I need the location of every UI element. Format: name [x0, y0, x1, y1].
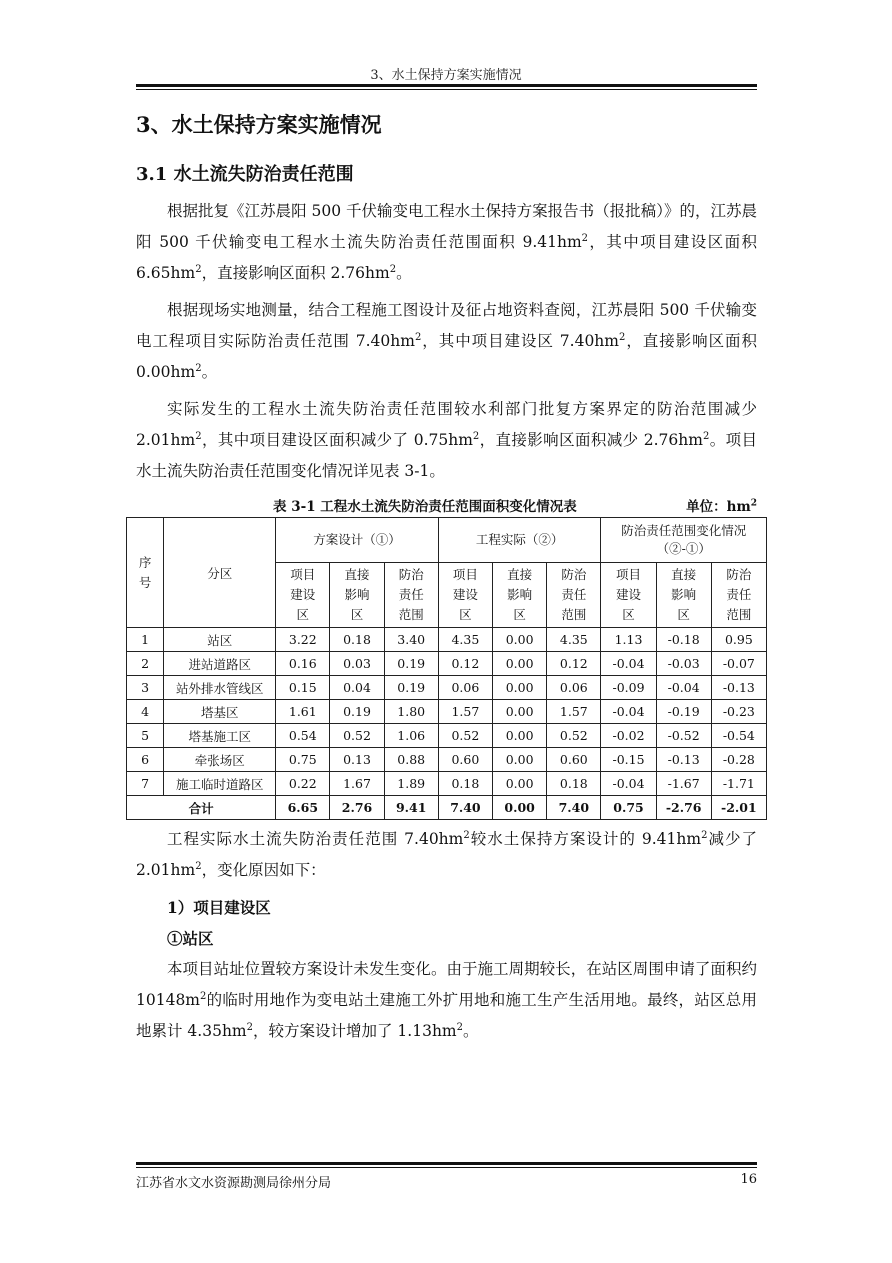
table-cell: 4.35: [438, 628, 492, 652]
table-cell: 4.35: [547, 628, 601, 652]
table-cell: 1.67: [330, 772, 384, 796]
paragraph-4: 工程实际水土流失防治责任范围 $7.40hm^2$较水土保持方案设计的 $9.41hm^2$减少了 $2.01hm^2$，变化原因如下：: [136, 829, 758, 879]
table-cell: -0.52: [656, 724, 711, 748]
row-index: 6: [127, 748, 164, 772]
table-row: [127, 748, 767, 772]
table-cell: -1.67: [656, 772, 711, 796]
sub-col-header: 项目建设区: [601, 563, 656, 628]
footer-rule-thick: [136, 1162, 757, 1165]
page-number: 16: [740, 1172, 757, 1187]
table-cell: 0.06: [438, 676, 492, 700]
row-zone: 塔基施工区: [164, 724, 276, 748]
total-cell: -2.01: [711, 796, 766, 820]
table-cell: 0.18: [330, 628, 384, 652]
table-row: [127, 700, 767, 724]
paragraph-2: 根据现场实地测量，结合工程施工图设计及征占地资料查阅，江苏晨阳 500 千伏输变电工程项目实际防治责任范围 $7.40hm^2$，其中项目建设区 $7.40hm^2$，直接影响区面积 $0.00hm^2$。: [136, 301, 757, 381]
table-row: [127, 724, 767, 748]
row-zone: 牵张场区: [164, 748, 276, 772]
table-cell: 0.18: [547, 772, 601, 796]
table-cell: 0.15: [276, 676, 330, 700]
table-caption-row: [136, 493, 757, 517]
sub-col-header: 项目建设区: [276, 563, 330, 628]
table-cell: -0.04: [601, 772, 656, 796]
table-row: [127, 676, 767, 700]
total-cell: 2.76: [330, 796, 384, 820]
row-zone: 站区: [164, 628, 276, 652]
row-zone: 进站道路区: [164, 652, 276, 676]
table-cell: 0.18: [438, 772, 492, 796]
table-cell: 0.00: [493, 652, 547, 676]
table-cell: -0.15: [601, 748, 656, 772]
table-cell: -0.04: [601, 700, 656, 724]
table-cell: 0.52: [547, 724, 601, 748]
table-cell: 3.40: [384, 628, 438, 652]
table-cell: 1.13: [601, 628, 656, 652]
row-zone: 施工临时道路区: [164, 772, 276, 796]
table-cell: 0.00: [493, 628, 547, 652]
table-cell: -0.13: [656, 748, 711, 772]
subsection-title: 3.1 水土流失防治责任范围: [136, 164, 354, 185]
table-cell: 0.03: [330, 652, 384, 676]
total-cell: 7.40: [547, 796, 601, 820]
section-title: 3、水土保持方案实施情况: [136, 112, 382, 137]
table-cell: 0.19: [384, 652, 438, 676]
row-zone: 站外排水管线区: [164, 676, 276, 700]
table-cell: 0.54: [276, 724, 330, 748]
table-cell: 0.00: [493, 676, 547, 700]
row-index: 3: [127, 676, 164, 700]
paragraph-1: 根据批复《江苏晨阳 500 千伏输变电工程水土保持方案报告书（报批稿）》的，江苏晨阳 500 千伏输变电工程水土流失防治责任范围面积 $9.41hm^2$，其中项目建设区面积 $6.65hm^2$，直接影响区面积 $2.76hm^2$。: [136, 202, 757, 282]
total-label: 合计: [127, 796, 276, 820]
total-cell: 0.00: [493, 796, 547, 820]
table-cell: 0.60: [547, 748, 601, 772]
row-index: 5: [127, 724, 164, 748]
table-cell: -0.04: [601, 652, 656, 676]
table-cell: 0.00: [493, 700, 547, 724]
table-cell: -1.71: [711, 772, 766, 796]
table-cell: 0.00: [493, 724, 547, 748]
table-cell: 0.06: [547, 676, 601, 700]
table-unit: 单位：$hm^2$: [686, 498, 757, 515]
table-cell: -0.03: [656, 652, 711, 676]
total-cell: 0.75: [601, 796, 656, 820]
table-cell: 0.60: [438, 748, 492, 772]
table-row: [127, 628, 767, 652]
table-cell: 0.52: [330, 724, 384, 748]
table-cell: 0.95: [711, 628, 766, 652]
table-caption: 表 3-1 工程水土流失防治责任范围面积变化情况表: [273, 499, 577, 515]
table-cell: 0.88: [384, 748, 438, 772]
table-cell: 1.61: [276, 700, 330, 724]
table-cell: 0.16: [276, 652, 330, 676]
table-cell: 1.57: [547, 700, 601, 724]
table-cell: 0.12: [547, 652, 601, 676]
table-cell: 0.52: [438, 724, 492, 748]
table-cell: -0.28: [711, 748, 766, 772]
table-total-row: [127, 796, 767, 820]
table-cell: 0.12: [438, 652, 492, 676]
footer-rule-thin: [136, 1167, 757, 1168]
total-cell: -2.76: [656, 796, 711, 820]
table-cell: -0.04: [656, 676, 711, 700]
table-cell: -0.09: [601, 676, 656, 700]
table-cell: 1.06: [384, 724, 438, 748]
table-cell: 1.57: [438, 700, 492, 724]
row-index: 1: [127, 628, 164, 652]
group-design-header: 方案设计（①）: [276, 518, 439, 563]
table-cell: 0.19: [384, 676, 438, 700]
sub-col-header: 防治责任范围: [384, 563, 438, 628]
table-cell: 0.00: [493, 748, 547, 772]
header-rule-thick: [136, 84, 757, 87]
total-cell: 9.41: [384, 796, 438, 820]
table-cell: -0.23: [711, 700, 766, 724]
table-cell: -0.13: [711, 676, 766, 700]
row-index: 4: [127, 700, 164, 724]
sub-col-header: 直接影响区: [493, 563, 547, 628]
table-cell: -0.07: [711, 652, 766, 676]
table-cell: 1.89: [384, 772, 438, 796]
header-rule-thin: [136, 89, 757, 90]
sub-col-header: 直接影响区: [330, 563, 384, 628]
table-cell: 3.22: [276, 628, 330, 652]
table-cell: -0.02: [601, 724, 656, 748]
table-cell: 0.04: [330, 676, 384, 700]
table-cell: 0.13: [330, 748, 384, 772]
running-header: 3、水土保持方案实施情况: [370, 68, 522, 83]
table-cell: 0.00: [493, 772, 547, 796]
sub-col-header: 项目建设区: [438, 563, 492, 628]
table-cell: -0.18: [656, 628, 711, 652]
row-index: 7: [127, 772, 164, 796]
heading-project-area: 1）项目建设区: [167, 898, 271, 917]
sub-col-header: 直接影响区: [656, 563, 711, 628]
row-index: 2: [127, 652, 164, 676]
sub-col-header: 防治责任范围: [711, 563, 766, 628]
table-row: [127, 652, 767, 676]
table-cell: -0.54: [711, 724, 766, 748]
heading-station-area: ①站区: [167, 929, 214, 948]
table-row: [127, 772, 767, 796]
table-cell: 0.75: [276, 748, 330, 772]
paragraph-3: 实际发生的工程水土流失防治责任范围较水利部门批复方案界定的防治范围减少 $2.01hm^2$，其中项目建设区面积减少了 $0.75hm^2$，直接影响区面积减少 $2.76hm^2$。项目水土流失防治责任范围变化情况详见表 3-1。: [136, 400, 757, 480]
responsibility-area-table: [126, 517, 767, 820]
sub-col-header: 防治责任范围: [547, 563, 601, 628]
col-zone-header: 分区: [164, 518, 276, 628]
total-cell: 6.65: [276, 796, 330, 820]
group-actual-header: 工程实际（②）: [438, 518, 601, 563]
page-content: [136, 108, 757, 1053]
col-index-header: 序号: [127, 518, 164, 628]
table-cell: 0.22: [276, 772, 330, 796]
total-cell: 7.40: [438, 796, 492, 820]
footer-organization: 江苏省水文水资源勘测局徐州分局: [136, 1176, 332, 1191]
table-cell: -0.19: [656, 700, 711, 724]
paragraph-5: 本项目站址位置较方案设计未发生变化。由于施工周期较长，在站区周围申请了面积约 $10148m^2$的临时用地作为变电站土建施工外扩用地和施工生产生活用地。最终，站区总用地累计 $4.35hm^2$，较方案设计增加了 $1.13hm^2$。: [136, 960, 757, 1040]
table-cell: 0.19: [330, 700, 384, 724]
group-change-header: 防治责任范围变化情况（②-①）: [601, 518, 767, 563]
table-cell: 1.80: [384, 700, 438, 724]
row-zone: 塔基区: [164, 700, 276, 724]
